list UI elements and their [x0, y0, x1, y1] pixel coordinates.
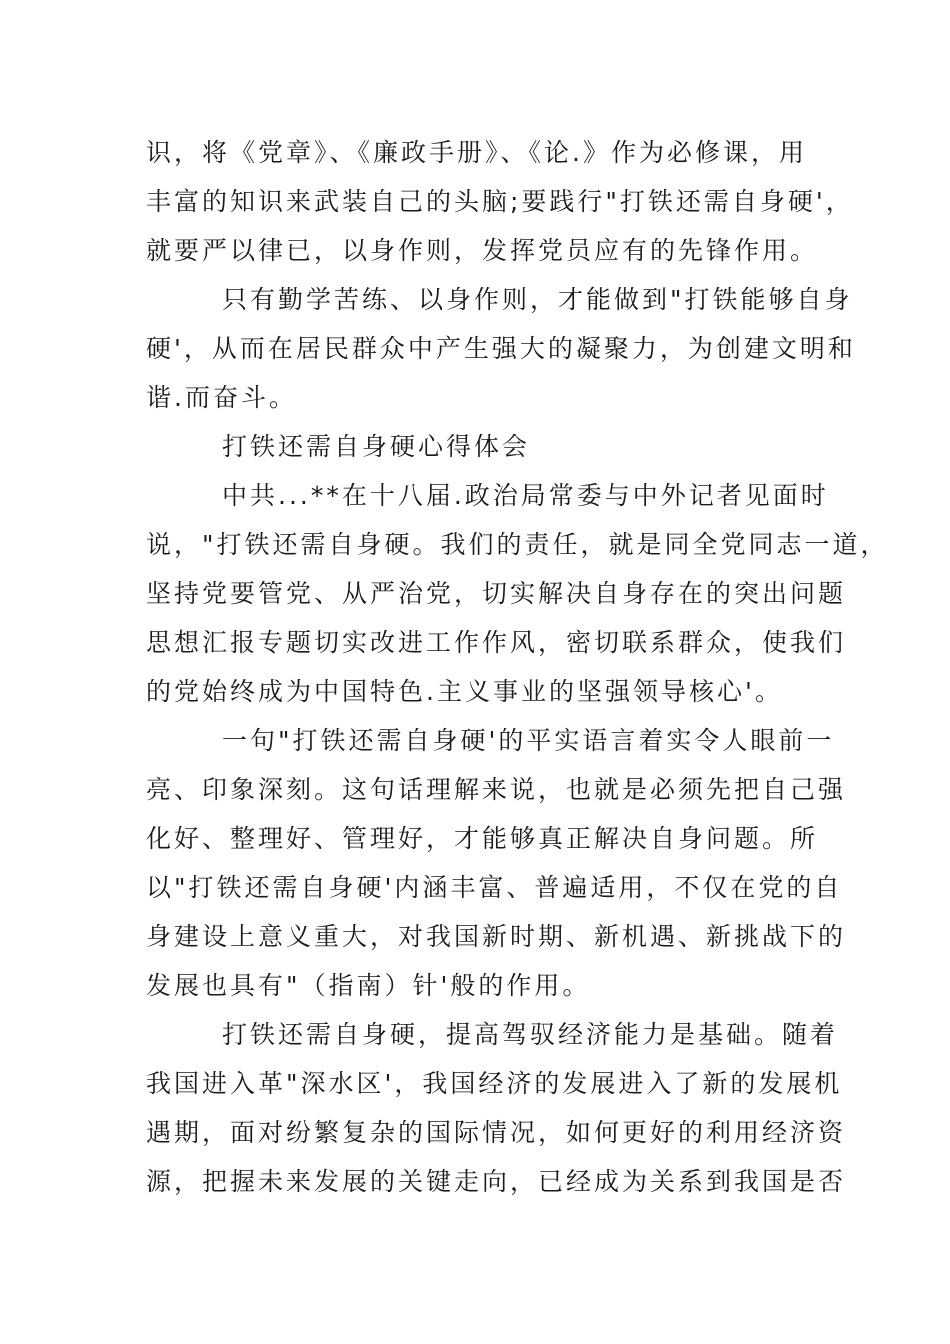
- text-line: 源，把握未来发展的关键走向，已经成为关系到我国是否: [146, 1167, 847, 1196]
- text-line: 只有勤学苦练、以身作则，才能做到"打铁能够自身: [222, 285, 853, 314]
- text-line: 一句"打铁还需自身硬'的平实语言着实令人眼前一: [222, 726, 835, 755]
- text-line: 发展也具有"（指南）针'般的作用。: [146, 971, 591, 1000]
- text-line: 的党始终成为中国特色.主义事业的坚强领导核心'。: [146, 677, 783, 706]
- text-line: 打铁还需自身硬，提高驾驭经济能力是基础。随着: [222, 1020, 839, 1049]
- text-line: 丰富的知识来武装自己的头脑;要践行"打铁还需自身硬'，: [146, 187, 854, 216]
- text-line: 就要严以律已，以身作则，发挥党员应有的先锋作用。: [146, 236, 819, 265]
- text-line: 以"打铁还需自身硬'内涵丰富、普遍适用，不仅在党的自: [146, 873, 843, 902]
- text-line: 谐.而奋斗。: [146, 383, 297, 412]
- text-line: 化好、整理好、管理好，才能够真正解决自身问题。所: [146, 824, 819, 853]
- body-text: [146, 128, 889, 1206]
- text-line: 坚持党要管党、从严治党，切实解决自身存在的突出问题: [146, 579, 847, 608]
- text-line: 硬'，从而在居民群众中产生强大的凝聚力，为创建文明和: [146, 334, 856, 363]
- text-line: 思想汇报专题切实改进工作作风，密切联系群众，使我们: [146, 628, 847, 657]
- text-line: 中共...**在十八届.政治局常委与中外记者见面时: [222, 481, 829, 510]
- text-line: 识，将《党章》、《廉政手册》、《论.》作为必修课，用: [146, 138, 807, 167]
- text-line: 我国进入革"深水区'，我国经济的发展进入了新的发展机: [146, 1069, 843, 1098]
- section-heading: 打铁还需自身硬心得体会: [222, 432, 531, 461]
- text-line: 亮、印象深刻。这句话理解来说，也就是必须先把自己强: [146, 775, 847, 804]
- text-line: 身建设上意义重大，对我国新时期、新机遇、新挑战下的: [146, 922, 847, 951]
- text-line: 遇期，面对纷繁复杂的国际情况，如何更好的利用经济资: [146, 1118, 847, 1147]
- text-line: 说，"打铁还需自身硬。我们的责任，就是同全党同志一道，: [146, 530, 889, 559]
